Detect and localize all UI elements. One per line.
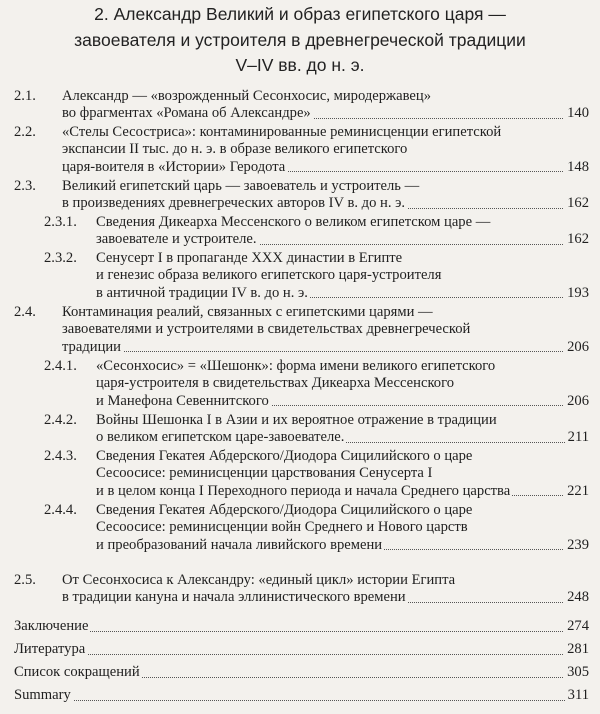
toc-entry-title-line xyxy=(62,124,589,141)
toc-entry-title-line xyxy=(96,285,589,302)
toc-entry-title-text: Контаминация реалий, связанных с египетскими царями — xyxy=(62,304,433,320)
toc-entry-title-line xyxy=(96,519,589,536)
toc-entry-title-line xyxy=(62,339,589,356)
toc-entry-title-text: экспансии II тыс. до н. э. в образе великого египетского xyxy=(62,141,408,158)
leader-dots xyxy=(14,700,589,701)
toc-entry-number: 2.1. xyxy=(14,88,36,104)
toc-entry-title-line xyxy=(62,88,589,105)
toc-entry-page: 140 xyxy=(564,105,589,122)
heading-line-3: V–IV вв. до н. э. xyxy=(235,55,365,75)
toc-entry-title-text: в традиции кануна и начала эллинистического времени xyxy=(62,589,406,606)
toc-entry-title-line xyxy=(96,393,589,410)
toc-entry-title-line xyxy=(96,502,589,519)
toc-entry-title-text: Сведения Гекатея Абдерского/Диодора Сицилийского о царе xyxy=(96,502,473,518)
toc-entry-number: 2.4.1. xyxy=(44,358,77,374)
toc-entry-title-text: «Стелы Сесостриса»: контаминированные реминисценции египетской xyxy=(62,124,502,140)
toc-entry-title-text: Александр — «возрожденный Сесонхосис, миродержавец» xyxy=(62,88,431,104)
toc-entry-number: 2.3.2. xyxy=(44,250,77,266)
toc-end-entry-page: 305 xyxy=(564,664,589,681)
toc-entry-title-text: о великом египетском царе-завоевателе. xyxy=(96,429,345,446)
toc-entry-number: 2.4.2. xyxy=(44,412,77,428)
toc-entry-title-line xyxy=(62,572,589,589)
toc-entry-title-text: в произведениях древнегреческих авторов IV в. до н. э. xyxy=(62,195,406,212)
toc-end-entry-page: 281 xyxy=(564,641,589,658)
toc-entry-number: 2.3. xyxy=(14,178,36,194)
toc-end-entry[interactable] xyxy=(14,687,589,704)
toc-entry-title-line xyxy=(96,214,589,231)
toc-end-entry-page: 311 xyxy=(565,687,589,704)
toc-entry[interactable] xyxy=(14,304,589,356)
toc-end-entry[interactable] xyxy=(14,664,589,681)
toc-entry-title-line xyxy=(62,178,589,195)
toc-entry[interactable] xyxy=(14,88,589,123)
toc-entry[interactable] xyxy=(14,178,589,213)
toc-entry-title-text: «Сесонхосис» = «Шешонк»: форма имени великого египетского xyxy=(96,358,496,374)
toc-entry-page: 206 xyxy=(564,339,589,356)
toc-entry-title-text: Сесоосисе: реминисценции войн Среднего и Нового царств xyxy=(96,519,468,536)
toc-entry-number: 2.2. xyxy=(14,124,36,140)
toc-entry-title-line xyxy=(96,358,589,375)
toc-entry-title-text: традиции xyxy=(62,338,121,355)
toc-entry-title-line xyxy=(96,250,589,267)
toc-entry-page: 162 xyxy=(564,231,589,248)
heading-line-1: 2. Александр Великий и образ египетского царя — xyxy=(94,4,506,24)
toc-entry-title-text: Сесоосисе: реминисценции царствования Сенусерта I xyxy=(96,465,433,482)
toc-entry-title-line xyxy=(62,321,589,338)
toc-entry[interactable] xyxy=(44,448,589,500)
leader-dots xyxy=(14,631,589,632)
toc-entry[interactable] xyxy=(14,572,589,607)
toc-entry-title-text: завоевателями и устроителями в свидетельствах древнегреческой xyxy=(62,321,471,338)
toc-entry[interactable] xyxy=(14,124,589,176)
leader-dots xyxy=(62,351,589,352)
section-heading xyxy=(0,2,600,79)
toc-entry-title-text: и генезис образа великого египетского царя-устроителя xyxy=(96,267,442,284)
toc-entry-title-text: Войны Шешонка I в Азии и их вероятное отражение в традиции xyxy=(96,412,497,428)
toc-entry-page: 148 xyxy=(564,159,589,176)
toc-entry-title-text: и Манефона Севеннитского xyxy=(96,392,269,409)
toc-entry-number: 2.4.4. xyxy=(44,502,77,518)
toc-entry-title-text: и преобразований начала ливийского времени xyxy=(96,536,383,553)
toc-entry-page: 239 xyxy=(564,537,589,554)
toc-entry-title-line xyxy=(62,195,589,212)
toc-entry-title-text: и в целом конца I Переходного периода и начала Среднего царства xyxy=(96,482,511,499)
toc-entry-number: 2.4.3. xyxy=(44,448,77,464)
toc-entry-number: 2.5. xyxy=(14,572,36,588)
toc-entry-title-line xyxy=(96,231,589,248)
toc-entry-page: 193 xyxy=(564,285,589,302)
toc-entry-title-text: во фрагментах «Романа об Александре» xyxy=(62,105,311,122)
toc-entry-page: 162 xyxy=(564,195,589,212)
toc-entry-number: 2.4. xyxy=(14,304,36,320)
toc-entry-number: 2.3.1. xyxy=(44,214,77,230)
toc-entry-title-line xyxy=(62,105,589,122)
toc-entry-title-line xyxy=(96,412,589,429)
toc-entry-title-line xyxy=(62,159,589,176)
toc-entry-page: 206 xyxy=(564,393,589,410)
toc-entry-title-text: в античной традиции IV в. до н. э. xyxy=(96,284,308,301)
toc-entry-title-text: Сведения Гекатея Абдерского/Диодора Сицилийского о царе xyxy=(96,448,473,464)
toc-entry[interactable] xyxy=(44,502,589,554)
toc-entry-title-line xyxy=(96,375,589,392)
toc-entry-title-text: Сенусерт I в пропаганде XXX династии в Египте xyxy=(96,250,403,266)
toc-entry-title-text: царя-воителя в «Истории» Геродота xyxy=(62,158,286,175)
toc-entry-title-line xyxy=(96,267,589,284)
toc-entry[interactable] xyxy=(44,358,589,410)
toc-entry[interactable] xyxy=(44,250,589,302)
toc-entry[interactable] xyxy=(44,214,589,249)
toc-entry-title-line xyxy=(62,589,589,606)
toc-entry-title-line xyxy=(62,141,589,158)
toc-entry-title-text: Сведения Дикеарха Мессенского о великом египетском царе — xyxy=(96,214,491,230)
toc-entry[interactable] xyxy=(44,412,589,447)
toc-entry-page: 248 xyxy=(564,589,589,606)
toc-entry-title-text: От Сесонхосиса к Александру: «единый цикл» истории Египта xyxy=(62,572,456,588)
toc-end-entry-page: 274 xyxy=(564,618,589,635)
toc-entry-page: 211 xyxy=(565,429,589,446)
toc-end-entry-label: Литература xyxy=(14,641,86,657)
toc-end-entry-label: Summary xyxy=(14,687,71,703)
toc-entry-title-line xyxy=(96,448,589,465)
leader-dots xyxy=(14,654,589,655)
toc-entry-title-text: завоевателе и устроителе. xyxy=(96,231,257,248)
toc-entry-page: 221 xyxy=(564,483,589,500)
toc-entry-title-line xyxy=(96,429,589,446)
toc-end-entry[interactable] xyxy=(14,618,589,635)
toc-entry-title-text: Великий египетский царь — завоеватель и устроитель — xyxy=(62,178,420,194)
toc-entry-title-line xyxy=(62,304,589,321)
toc-entry-title-text: царя-устроителя в свидетельствах Дикеарха Мессенского xyxy=(96,375,455,392)
toc-entry-title-line xyxy=(96,465,589,482)
toc-end-entry-label: Заключение xyxy=(14,618,89,634)
toc-end-entry[interactable] xyxy=(14,641,589,658)
toc-entry-title-line xyxy=(96,483,589,500)
toc-end-entry-label: Список сокращений xyxy=(14,664,140,680)
toc-entry-title-line xyxy=(96,537,589,554)
heading-line-2: завоевателя и устроителя в древнегреческой традиции xyxy=(74,29,526,50)
